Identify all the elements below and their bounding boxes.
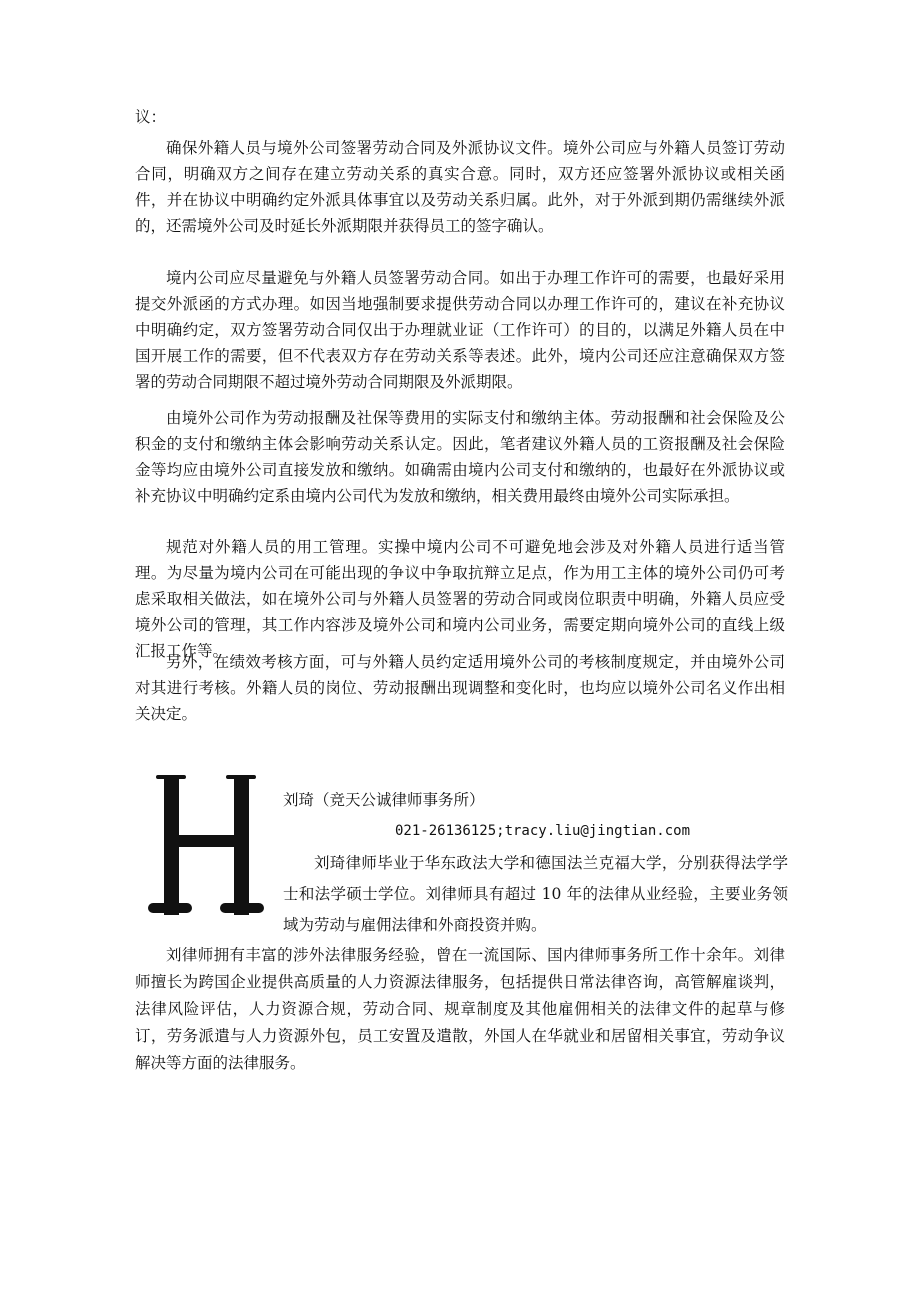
lead-in-text: 议： [135,108,167,126]
paragraph-avoid-domestic-contract: 境内公司应尽量避免与外籍人员签署劳动合同。如出于办理工作许可的需要，也最好采用提交外派函的方式办理。如因当地强制要求提供劳动合同以办理工作许可的，建议在补充协议中明确约定，双方签署劳动合同仅出于办理就业证（工作许可）的目的，以满足外籍人员在中国开展工作的需要，但不代表双方存在劳动关系等表述。此外，境内公司还应注意确保双方签署的劳动合同期限不超过境外劳动合同期限及外派期限。 [135,269,785,391]
author-contact: 021-26136125;tracy.liu@jingtian.com [395,823,691,839]
paragraph-employment-management: 规范对外籍人员的用工管理。实操中境内公司不可避免地会涉及对外籍人员进行适当管理。为尽量为境内公司在可能出现的争议中争取抗辩立足点，作为用工主体的境外公司仍可考虑采取相关做法，如在境外公司与外籍人员签署的劳动合同或岗位职责中明确，外籍人员应受境外公司的管理，其工作内容涉及境外公司和境内公司业务，需要定期向境外公司的直线上级汇报工作等。 [135,538,785,660]
paragraph-payment-subject: 由境外公司作为劳动报酬及社保等费用的实际支付和缴纳主体。劳动报酬和社会保险及公积金的支付和缴纳主体会影响劳动关系认定。因此，笔者建议外籍人员的工资报酬及社会保险金等均应由境外公司直接发放和缴纳。如确需由境内公司支付和缴纳的，也最好在外派协议或补充协议中明确约定系由境内公司代为发放和缴纳，相关费用最终由境外公司实际承担。 [135,409,785,505]
drop-cap-letter-h-icon [146,775,270,915]
paragraph-contract-signing: 确保外籍人员与境外公司签署劳动合同及外派协议文件。境外公司应与外籍人员签订劳动合同，明确双方之间存在建立劳动关系的真实合意。同时，双方还应签署外派协议或相关函件，并在协议中明确约定外派具体事宜以及劳动关系归属。此外，对于外派到期仍需继续外派的，还需境外公司及时延长外派期限并获得员工的签字确认。 [135,139,785,235]
author-bio-intro: 刘琦律师毕业于华东政法大学和德国法兰克福大学，分别获得法学学士和法学硕士学位。刘律师具有超过 10 年的法律从业经验，主要业务领域为劳动与雇佣法律和外商投资并购。 [283,854,788,934]
author-bio-detail: 刘律师拥有丰富的涉外法律服务经验，曾在一流国际、国内律师事务所工作十余年。刘律师擅长为跨国企业提供高质量的人力资源法律服务，包括提供日常法律咨询，高管解雇谈判，法律风险评估，人力资源合规，劳动合同、规章制度及其他雇佣相关的法律文件的起草与修订，劳务派遣与人力资源外包，员工安置及遣散，外国人在华就业和居留相关事宜，劳动争议解决等方面的法律服务。 [135,946,785,1072]
paragraph-performance-review: 另外，在绩效考核方面，可与外籍人员约定适用境外公司的考核制度规定，并由境外公司对其进行考核。外籍人员的岗位、劳动报酬出现调整和变化时，也均应以境外公司名义作出相关决定。 [135,653,785,723]
author-name: 刘琦（竞天公诚律师事务所） [283,791,485,809]
